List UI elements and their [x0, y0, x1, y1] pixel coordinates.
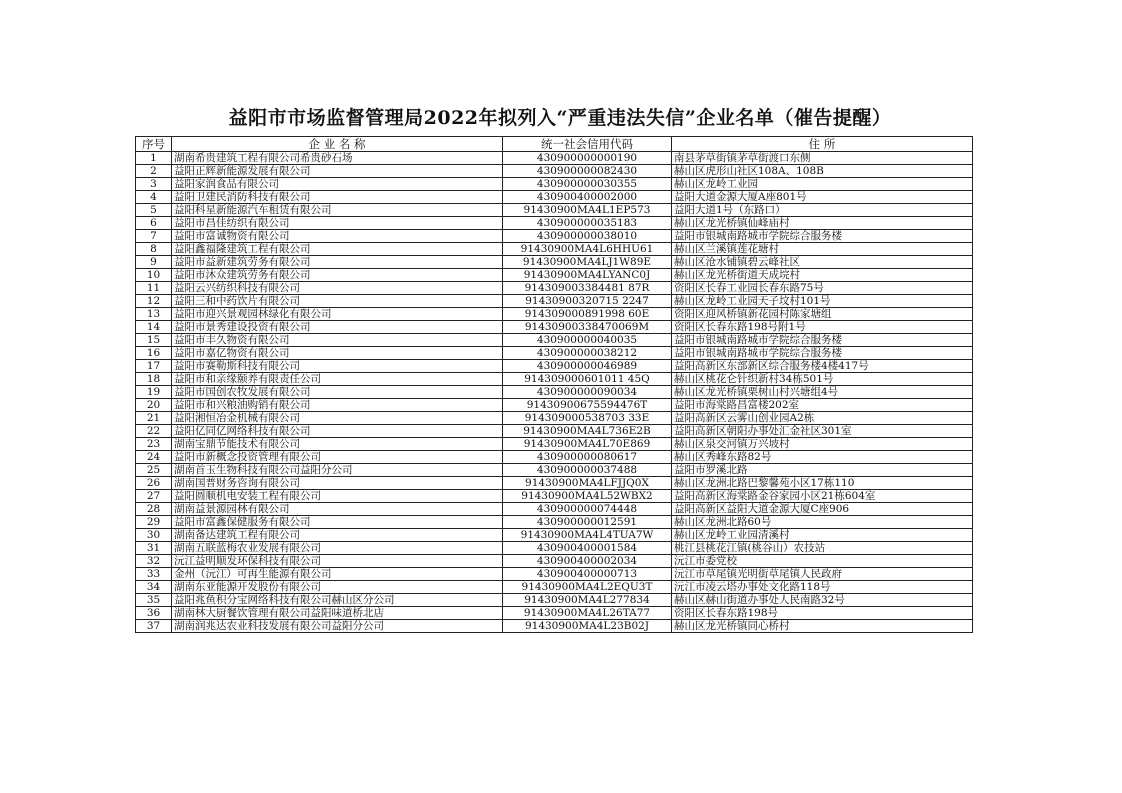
row-name: 湖南国普财务咨询有限公司	[172, 477, 503, 490]
row-name: 益阳科星新能源汽车租赁有限公司	[172, 204, 503, 217]
row-address: 益阳高新区益阳大道金源大厦C座906	[672, 503, 973, 516]
row-code: 91430900MA4L70E869	[503, 438, 672, 451]
table-row	[136, 581, 973, 594]
row-code: 91430900MA4LYANC0J	[503, 269, 672, 282]
row-name: 益阳云兴纺织科技有限公司	[172, 282, 503, 295]
row-seq: 37	[136, 620, 172, 633]
row-name: 金州（沅江）可再生能源有限公司	[172, 568, 503, 581]
row-address: 赫山区龙岭工业园	[672, 178, 973, 191]
table-row	[136, 607, 973, 620]
row-name: 沅江益明顺发环保科技有限公司	[172, 555, 503, 568]
table-row	[136, 165, 973, 178]
row-code: 91430900MA4L52WBX2	[503, 490, 672, 503]
row-name: 益阳鑫福隆建筑工程有限公司	[172, 243, 503, 256]
row-name: 益阳市国创农牧发展有限公司	[172, 386, 503, 399]
row-name: 益阳圆顺机电安装工程有限公司	[172, 490, 503, 503]
row-code: 430900000038212	[503, 347, 672, 360]
table-row	[136, 412, 973, 425]
row-seq: 5	[136, 204, 172, 217]
table-row	[136, 399, 973, 412]
row-seq: 23	[136, 438, 172, 451]
row-code: 430900000040035	[503, 334, 672, 347]
row-name: 湖南润兆达农业科技发展有限公司益阳分公司	[172, 620, 503, 633]
row-seq: 7	[136, 230, 172, 243]
row-seq: 21	[136, 412, 172, 425]
row-seq: 19	[136, 386, 172, 399]
table-row	[136, 620, 973, 633]
row-address: 益阳大道金源大厦A座801号	[672, 191, 973, 204]
row-address: 赫山区虎形山社区108A、108B	[672, 165, 973, 178]
row-seq: 13	[136, 308, 172, 321]
header-name: 企 业 名 称	[172, 137, 503, 152]
row-name: 益阳市迎兴景观园林绿化有限公司	[172, 308, 503, 321]
row-seq: 9	[136, 256, 172, 269]
table-row	[136, 282, 973, 295]
row-seq: 17	[136, 360, 172, 373]
row-address: 益阳高新区朝阳办事处汇金社区301室	[672, 425, 973, 438]
row-name: 益阳湘恒冶金机械有限公司	[172, 412, 503, 425]
row-seq: 26	[136, 477, 172, 490]
row-address: 赫山区龙洲北路60号	[672, 516, 973, 529]
table-body	[136, 152, 973, 633]
row-name: 益阳兆鱼积分宝网络科技有限公司赫山区分公司	[172, 594, 503, 607]
table-row	[136, 594, 973, 607]
row-code: 430900000080617	[503, 451, 672, 464]
row-seq: 29	[136, 516, 172, 529]
row-name: 益阳亿同亿网络科技有限公司	[172, 425, 503, 438]
row-name: 益阳市新概念投资管理有限公司	[172, 451, 503, 464]
table-row	[136, 230, 973, 243]
table-row	[136, 542, 973, 555]
row-seq: 32	[136, 555, 172, 568]
row-code: 430900000000190	[503, 152, 672, 165]
row-address: 赫山区龙光桥镇栗树山村兴塘组4号	[672, 386, 973, 399]
row-name: 益阳市沐众建筑劳务有限公司	[172, 269, 503, 282]
row-code: 91430900MA4L277834	[503, 594, 672, 607]
row-address: 赫山区兰溪镇莲花塘村	[672, 243, 973, 256]
row-name: 益阳市赛勒斯科技有限公司	[172, 360, 503, 373]
row-address: 益阳市银城南路城市学院综合服务楼	[672, 334, 973, 347]
row-code: 91430900MA4LFJJQ0X	[503, 477, 672, 490]
row-code: 91430900MA4L4TUA7W	[503, 529, 672, 542]
table-row	[136, 425, 973, 438]
row-code: 91430900675594476T	[503, 399, 672, 412]
row-code: 914309000601011 45Q	[503, 373, 672, 386]
row-address: 赫山区龙光桥镇同心桥村	[672, 620, 973, 633]
row-code: 91430900MA4L6HHU61	[503, 243, 672, 256]
row-address: 南县茅草街镇茅草街渡口东侧	[672, 152, 973, 165]
row-address: 沅江市凌云塔办事处文化路118号	[672, 581, 973, 594]
row-seq: 12	[136, 295, 172, 308]
row-name: 湖南备达建筑工程有限公司	[172, 529, 503, 542]
row-name: 湖南宝鼎节能技术有限公司	[172, 438, 503, 451]
table-row	[136, 256, 973, 269]
row-code: 91430900MA4L736E2B	[503, 425, 672, 438]
row-address: 益阳市银城南路城市学院综合服务楼	[672, 230, 973, 243]
row-code: 914309000538703 33E	[503, 412, 672, 425]
table-row	[136, 334, 973, 347]
row-seq: 20	[136, 399, 172, 412]
row-code: 91430900320715 2247	[503, 295, 672, 308]
row-code: 430900400000713	[503, 568, 672, 581]
row-address: 益阳高新区云雾山创业园A2栋	[672, 412, 973, 425]
row-seq: 30	[136, 529, 172, 542]
row-code: 430900000030355	[503, 178, 672, 191]
row-seq: 6	[136, 217, 172, 230]
table-row	[136, 152, 973, 165]
row-name: 益阳市昌佳纺织有限公司	[172, 217, 503, 230]
table-row	[136, 269, 973, 282]
row-seq: 1	[136, 152, 172, 165]
row-name: 湖南益景源园林有限公司	[172, 503, 503, 516]
row-address: 益阳高新区海棠路金谷家园小区21栋604室	[672, 490, 973, 503]
table-row	[136, 178, 973, 191]
row-code: 430900000035183	[503, 217, 672, 230]
row-name: 益阳市嘉亿物资有限公司	[172, 347, 503, 360]
row-name: 益阳市益新建筑劳务有限公司	[172, 256, 503, 269]
row-address: 赫山区龙光桥街道天成垸村	[672, 269, 973, 282]
row-code: 430900400002034	[503, 555, 672, 568]
row-code: 91430900338470069M	[503, 321, 672, 334]
table-row	[136, 503, 973, 516]
row-seq: 4	[136, 191, 172, 204]
row-name: 益阳家润食品有限公司	[172, 178, 503, 191]
row-seq: 27	[136, 490, 172, 503]
row-name: 益阳卫建民消防科技有限公司	[172, 191, 503, 204]
enterprise-table	[135, 136, 973, 633]
row-name: 湖南东亚能源开发股份有限公司	[172, 581, 503, 594]
row-address: 桃江县桃花江镇(桃谷山）农技站	[672, 542, 973, 555]
table-row	[136, 295, 973, 308]
row-address: 益阳市银城南路城市学院综合服务楼	[672, 347, 973, 360]
table-row	[136, 321, 973, 334]
table-row	[136, 373, 973, 386]
row-seq: 28	[136, 503, 172, 516]
row-name: 湖南林大厨餐饮管理有限公司益阳味道桥北店	[172, 607, 503, 620]
table-row	[136, 464, 973, 477]
row-code: 430900000038010	[503, 230, 672, 243]
row-seq: 11	[136, 282, 172, 295]
row-code: 430900000082430	[503, 165, 672, 178]
row-address: 赫山区秀峰东路82号	[672, 451, 973, 464]
row-name: 湖南希贵建筑工程有限公司希贵砂石场	[172, 152, 503, 165]
row-seq: 33	[136, 568, 172, 581]
row-code: 91430900MA4LJ1W89E	[503, 256, 672, 269]
table-row	[136, 568, 973, 581]
row-code: 914309003384481 87R	[503, 282, 672, 295]
row-seq: 31	[136, 542, 172, 555]
row-code: 430900000046989	[503, 360, 672, 373]
table-row	[136, 347, 973, 360]
row-seq: 16	[136, 347, 172, 360]
row-seq: 25	[136, 464, 172, 477]
row-code: 430900400002000	[503, 191, 672, 204]
row-code: 914309000891998 60E	[503, 308, 672, 321]
row-address: 赫山区泉交河镇万兴坡村	[672, 438, 973, 451]
page-title: 益阳市市场监督管理局2022年拟列入“严重违法失信”企业名单（催告提醒）	[228, 107, 892, 129]
row-address: 益阳大道1号（东路口）	[672, 204, 973, 217]
row-seq: 2	[136, 165, 172, 178]
row-address: 益阳市罗溪北路	[672, 464, 973, 477]
row-seq: 35	[136, 594, 172, 607]
table-row	[136, 516, 973, 529]
row-address: 赫山区赫山街道办事处人民南路32号	[672, 594, 973, 607]
table-row	[136, 438, 973, 451]
row-code: 430900400001584	[503, 542, 672, 555]
row-code: 430900000090034	[503, 386, 672, 399]
row-seq: 24	[136, 451, 172, 464]
row-address: 益阳市海棠路昌富楼202室	[672, 399, 973, 412]
row-name: 益阳市富鑫保健服务有限公司	[172, 516, 503, 529]
table-row	[136, 555, 973, 568]
row-seq: 8	[136, 243, 172, 256]
row-code: 91430900MA4L1EP573	[503, 204, 672, 217]
table-row	[136, 191, 973, 204]
row-seq: 34	[136, 581, 172, 594]
row-seq: 15	[136, 334, 172, 347]
row-name: 益阳市景秀建设投资有限公司	[172, 321, 503, 334]
header-address: 住 所	[672, 137, 973, 152]
table-row	[136, 386, 973, 399]
row-name: 益阳市丰久物资有限公司	[172, 334, 503, 347]
table-row	[136, 451, 973, 464]
row-seq: 10	[136, 269, 172, 282]
table-row	[136, 243, 973, 256]
header-code: 统一社会信用代码	[503, 137, 672, 152]
table-row	[136, 217, 973, 230]
row-seq: 36	[136, 607, 172, 620]
row-name: 益阳正辉新能源发展有限公司	[172, 165, 503, 178]
row-code: 430900000074448	[503, 503, 672, 516]
row-address: 沅江市委党校	[672, 555, 973, 568]
row-code: 430900000012591	[503, 516, 672, 529]
row-address: 益阳高新区东部新区综合服务楼4楼417号	[672, 360, 973, 373]
table-row	[136, 204, 973, 217]
table-row	[136, 490, 973, 503]
table-row	[136, 308, 973, 321]
row-seq: 22	[136, 425, 172, 438]
row-code: 91430900MA4L26TA77	[503, 607, 672, 620]
table-header-row	[136, 137, 973, 152]
row-address: 资阳区长春东路198号附1号	[672, 321, 973, 334]
row-code: 91430900MA4L23B02J	[503, 620, 672, 633]
row-name: 益阳三和中药饮片有限公司	[172, 295, 503, 308]
header-seq: 序号	[136, 137, 172, 152]
row-address: 赫山区龙洲北路巴黎馨苑小区17栋110	[672, 477, 973, 490]
row-seq: 3	[136, 178, 172, 191]
table-row	[136, 360, 973, 373]
row-address: 赫山区龙岭工业园天子坟村101号	[672, 295, 973, 308]
row-code: 430900000037488	[503, 464, 672, 477]
row-code: 91430900MA4L2EQU3T	[503, 581, 672, 594]
row-address: 资阳区长春工业园长春东路75号	[672, 282, 973, 295]
row-name: 益阳市富诚物资有限公司	[172, 230, 503, 243]
row-name: 益阳市和亲缘颐养有限责任公司	[172, 373, 503, 386]
row-name: 湖南首玉生物科技有限公司益阳分公司	[172, 464, 503, 477]
row-address: 资阳区迎风桥镇新花园村陈家塘组	[672, 308, 973, 321]
row-seq: 18	[136, 373, 172, 386]
row-seq: 14	[136, 321, 172, 334]
row-address: 赫山区桃花仑针织新村34栋501号	[672, 373, 973, 386]
row-address: 赫山区龙光桥镇仙峰庙村	[672, 217, 973, 230]
row-address: 赫山区沧水铺镇碧云峰社区	[672, 256, 973, 269]
row-name: 湖南五联蓝梅农业发展有限公司	[172, 542, 503, 555]
row-name: 益阳市和兴粮油购销有限公司	[172, 399, 503, 412]
table-row	[136, 477, 973, 490]
row-address: 赫山区龙岭工业园清溪村	[672, 529, 973, 542]
row-address: 资阳区长春东路198号	[672, 607, 973, 620]
table-row	[136, 529, 973, 542]
row-address: 沅江市草尾镇光明街草尾镇人民政府	[672, 568, 973, 581]
